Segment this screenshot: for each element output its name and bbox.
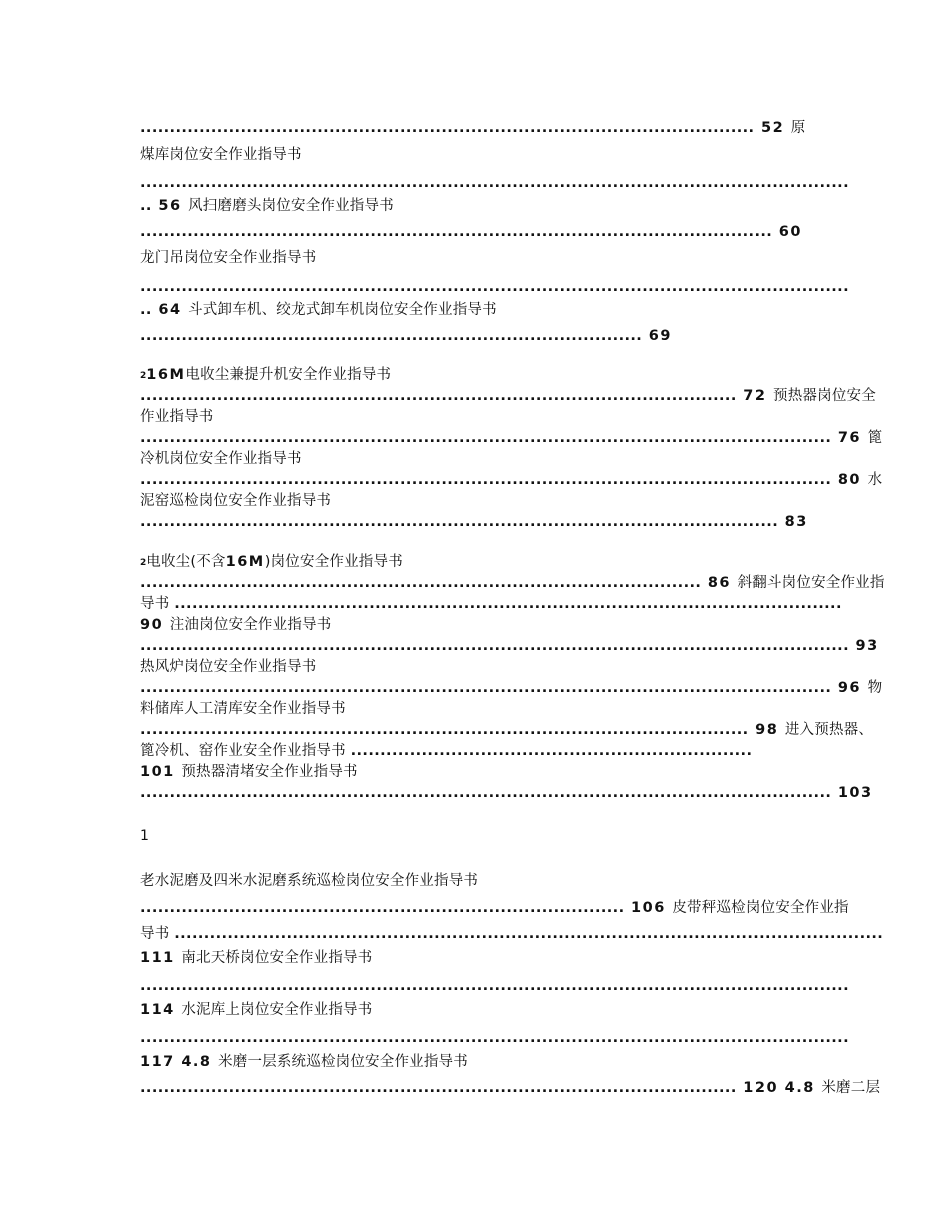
entry-title: 物 [867, 680, 883, 696]
dot-leader: ..................................................................................................... [140, 388, 737, 404]
toc-line [140, 871, 810, 891]
entry-title: 水泥库上岗位安全作业指导书 [181, 1002, 373, 1018]
entry-title: 煤库岗位安全作业指导书 [140, 147, 302, 163]
toc-line [140, 657, 810, 677]
toc-line [140, 173, 849, 193]
toc-line [140, 326, 810, 346]
entry-title: 导书 [140, 596, 175, 612]
toc-line [140, 594, 842, 614]
superscript: 2 [140, 558, 147, 568]
dot-leader: ................................................................................................................. [174, 596, 842, 612]
page-ref: 93 [849, 638, 879, 654]
entry-title: 南北天桥岗位安全作业指导书 [181, 950, 373, 966]
toc-line [140, 720, 874, 740]
page-ref: 106 [624, 900, 673, 916]
entry-title: 冷机岗位安全作业指导书 [140, 451, 302, 467]
dot-leader: ..................................................................................... [140, 328, 643, 344]
dot-leader: ........................................................................................................................ [140, 978, 849, 994]
entry-title: 原 [790, 120, 806, 136]
dot-leader: ............................................................................................................ [140, 514, 779, 530]
entry-title: 注油岗位安全作业指导书 [169, 617, 332, 633]
dot-leader: ........................................................................................................................ [174, 926, 884, 942]
toc-line [140, 636, 879, 656]
page-ref: 56 [151, 198, 189, 214]
page-ref: 101 [140, 764, 182, 780]
dot-leader: ..................................................................................................................... [140, 785, 832, 801]
dot-leader: ..................................................................................................................... [140, 472, 832, 488]
entry-title: 预热器岗位安全 [773, 388, 876, 404]
page-ref: 111 [140, 950, 182, 966]
toc-line [140, 196, 810, 216]
entry-title: 水 [867, 472, 883, 488]
dot-leader: ........................................................................................................ [140, 120, 755, 136]
toc-line [140, 491, 810, 511]
entry-title: 预热器清堵安全作业指导书 [181, 764, 358, 780]
toc-line [140, 248, 810, 268]
toc-line [140, 615, 810, 635]
toc-line [140, 1078, 881, 1098]
dot-leader: .................................................................................. [140, 900, 625, 916]
entry-title: 作业指导书 [140, 409, 214, 425]
page-ref: 80 [831, 472, 868, 488]
page-ref: 76 [831, 430, 868, 446]
page-ref: 114 [140, 1002, 182, 1018]
dot-leader: ........................................................................................................... [140, 224, 773, 240]
toc-line [140, 573, 885, 593]
toc-line [140, 407, 810, 427]
toc-line [140, 145, 810, 165]
entry-title: 斗式卸车机、绞龙式卸车机岗位安全作业指导书 [188, 302, 497, 318]
page-ref: 83 [778, 514, 808, 530]
page-ref: 60 [772, 224, 802, 240]
page-ref: 72 [736, 388, 774, 404]
page-ref: 16M [225, 554, 265, 570]
dot-leader: .................................................................... [350, 743, 753, 759]
entry-title: 老水泥磨及四米水泥磨系统巡检岗位安全作业指导书 [140, 873, 479, 889]
entry-title: 斜翻斗岗位安全作业指 [737, 575, 885, 591]
toc-line [140, 924, 884, 944]
entry-title: 龙门吊岗位安全作业指导书 [140, 250, 317, 266]
dot-leader: ........................................................................................................................ [140, 1030, 849, 1046]
page-ref: 117 4.8 [140, 1054, 219, 1070]
entry-title: 进入预热器、 [784, 722, 874, 738]
toc-line [140, 898, 849, 918]
toc-line [140, 300, 810, 320]
page-ref: 64 [151, 302, 189, 318]
page-ref: 86 [701, 575, 738, 591]
toc-line [140, 222, 810, 242]
dot-leader: .. [140, 302, 152, 318]
toc-line [140, 976, 849, 996]
entry-title: 篦冷机、窑作业安全作业指导书 [140, 743, 351, 759]
page-ref: 90 [140, 617, 170, 633]
toc-line [140, 449, 810, 469]
page-ref: 98 [748, 722, 785, 738]
entry-title: 电收尘(不含 [146, 554, 226, 570]
page-ref: 96 [831, 680, 868, 696]
toc-line [140, 386, 876, 406]
dot-leader: ........................................................................................................................ [140, 279, 849, 295]
entry-title: )岗位安全作业指导书 [264, 554, 403, 570]
entry-title: 热风炉岗位安全作业指导书 [140, 659, 317, 675]
entry-title: 料储库人工清库安全作业指导书 [140, 701, 346, 717]
page-ref: 69 [642, 328, 672, 344]
toc-line [140, 678, 883, 698]
toc-line [140, 948, 810, 968]
entry-title: 泥窑巡检岗位安全作业指导书 [140, 493, 332, 509]
toc-line [140, 1028, 849, 1048]
toc-line [140, 762, 810, 782]
toc-line [140, 470, 883, 490]
page-ref: 52 [754, 120, 791, 136]
superscript: 2 [140, 371, 147, 381]
dot-leader: ..................................................................................................................... [140, 680, 832, 696]
toc-line [140, 512, 810, 532]
entry-title: 皮带秤巡检岗位安全作业指 [672, 900, 849, 916]
entry-title: 篦 [867, 430, 883, 446]
dot-leader: ..................................................................................................................... [140, 430, 832, 446]
dot-leader: ............................................................................................... [140, 575, 702, 591]
toc-line [140, 552, 810, 572]
dot-leader: ........................................................................................................................ [140, 175, 849, 191]
entry-title: 电收尘兼提升机安全作业指导书 [185, 367, 392, 383]
toc-line [140, 365, 810, 385]
toc-line [140, 741, 810, 761]
dot-leader: ..................................................................................................... [140, 1080, 737, 1096]
toc-line [140, 428, 883, 448]
toc-line [140, 1052, 810, 1072]
page-ref: 16M [146, 367, 186, 383]
toc-line [140, 1000, 810, 1020]
dot-leader: ........................................................................................................................ [140, 638, 849, 654]
entry-title: 米磨一层系统巡检岗位安全作业指导书 [218, 1054, 468, 1070]
page-ref: 120 4.8 [736, 1080, 822, 1096]
toc-line [140, 277, 849, 297]
entry-title: 导书 [140, 926, 175, 942]
toc-line [140, 699, 810, 719]
toc-line [140, 118, 810, 138]
page-ref: 103 [831, 785, 873, 801]
dot-leader: .. [140, 198, 152, 214]
page-number: 1 [140, 828, 149, 844]
toc-line [140, 783, 873, 803]
entry-title: 米磨二层 [821, 1080, 881, 1096]
entry-title: 风扫磨磨头岗位安全作业指导书 [188, 198, 394, 214]
dot-leader: ....................................................................................................... [140, 722, 749, 738]
